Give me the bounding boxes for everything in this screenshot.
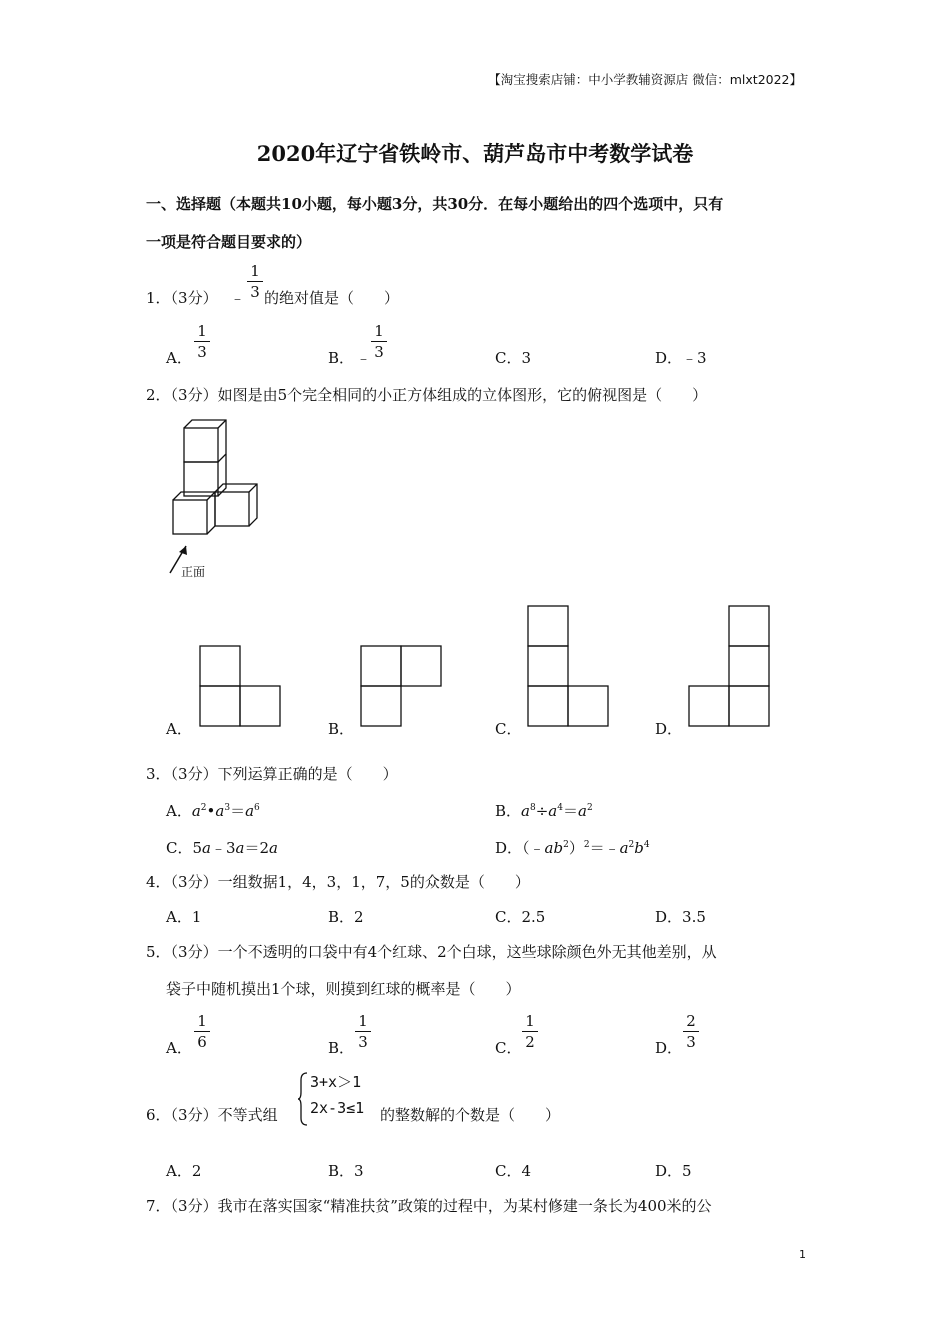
denominator: 3 <box>197 343 207 361</box>
section-heading-line2: 一项是符合题目要求的） <box>146 233 312 251</box>
q3-option-b: B．$a^8\div a^4=a^2$ <box>495 802 593 820</box>
q6-option-a: A．2 <box>166 1162 202 1180</box>
q3-text: 3．（3分）下列运算正确的是（ ） <box>146 765 398 783</box>
numerator: 2 <box>686 1012 696 1030</box>
q4-option-d: D．3.5 <box>655 908 706 926</box>
q2-option-c-letter: C． <box>495 720 522 738</box>
q4-option-a: A．1 <box>166 908 202 926</box>
q1-option-a-letter: A． <box>166 349 192 367</box>
q2-option-b-letter: B． <box>328 720 355 738</box>
q3-option-a: A．$a^2•a^3=a^6$ <box>166 802 260 820</box>
page-title: 2020年辽宁省铁岭市、葫芦岛市中考数学试卷 <box>256 141 694 166</box>
q2-option-a-figure <box>198 644 282 728</box>
numerator: 1 <box>525 1012 535 1030</box>
q5-option-c-fraction <box>522 1012 538 1051</box>
q5-option-c-letter: C． <box>495 1039 522 1057</box>
numerator: 1 <box>358 1012 368 1030</box>
denominator: 3 <box>358 1033 368 1051</box>
q5-option-a-fraction <box>194 1012 210 1051</box>
option-letter: B． <box>495 802 522 820</box>
fraction-bar <box>247 281 263 282</box>
q5-text-line1: 5．（3分）一个不透明的口袋中有4个红球、2个白球，这些球除颜色外无其他差别，从 <box>146 943 717 961</box>
q2-option-d-letter: D． <box>655 720 683 738</box>
system-brace-icon <box>298 1072 308 1126</box>
q1-text: 的绝对值是（ ） <box>264 289 400 307</box>
q1-option-b-minus: ﹣ <box>356 349 372 367</box>
q5-option-b-letter: B． <box>328 1039 355 1057</box>
q3-option-c: C．5a﹣3a＝2a <box>166 839 278 857</box>
q4-option-b: B．2 <box>328 908 364 926</box>
option-letter: C． <box>166 839 193 857</box>
q1-number: 1．（3分） <box>146 289 218 307</box>
numerator: 1 <box>197 1012 207 1030</box>
denominator: 6 <box>197 1033 207 1051</box>
cube-stack-figure <box>160 418 270 588</box>
q5-option-b-fraction <box>355 1012 371 1051</box>
numerator: 1 <box>374 322 384 340</box>
q1-fraction-denominator: 3 <box>250 283 260 301</box>
section-heading-line1: 一、选择题（本题共10小题，每小题3分，共30分．在每小题给出的四个选项中，只有 <box>146 195 724 213</box>
q1-option-b-letter: B． <box>328 349 355 367</box>
q6-number: 6．（3分）不等式组 <box>146 1106 278 1124</box>
q1-option-d: D．﹣3 <box>655 349 707 367</box>
q1-option-c: C．3 <box>495 349 532 367</box>
q1-option-a-fraction <box>194 322 210 361</box>
denominator: 3 <box>374 343 384 361</box>
q6-text: 的整数解的个数是（ ） <box>380 1106 561 1124</box>
q1-minus-sign: ﹣ <box>230 289 246 307</box>
q1-fraction <box>247 262 263 301</box>
q4-option-c: C．2.5 <box>495 908 546 926</box>
q2-option-d-figure <box>687 604 771 728</box>
numerator: 1 <box>197 322 207 340</box>
front-label: 正面 <box>181 565 206 579</box>
q2-option-c-figure <box>526 604 610 728</box>
fraction-bar <box>355 1031 371 1032</box>
fraction-bar <box>371 341 387 342</box>
q6-inequality-1: 3+x＞1 <box>310 1073 362 1091</box>
page-number: 1 <box>799 1248 806 1261</box>
page-header: 【淘宝搜索店铺：中小学教辅资源店 微信：mlxt2022】 <box>488 72 802 87</box>
q6-inequality-2: 2x-3≤1 <box>310 1099 365 1117</box>
fraction-bar <box>194 341 210 342</box>
q2-option-b-figure <box>359 644 443 728</box>
fraction-bar <box>194 1031 210 1032</box>
q5-text-line2: 袋子中随机摸出1个球，则摸到红球的概率是（ ） <box>166 980 521 998</box>
q6-option-c: C．4 <box>495 1162 532 1180</box>
q5-option-d-letter: D． <box>655 1039 683 1057</box>
denominator: 3 <box>686 1033 696 1051</box>
q7-text: 7．（3分）我市在落实国家“精准扶贫”政策的过程中，为某村修建一条长为400米的公 <box>146 1197 712 1215</box>
fraction-bar <box>522 1031 538 1032</box>
q6-option-d: D．5 <box>655 1162 692 1180</box>
q1-fraction-numerator: 1 <box>250 262 260 280</box>
q6-option-b: B．3 <box>328 1162 364 1180</box>
arrow-head-icon <box>179 546 187 555</box>
denominator: 2 <box>525 1033 535 1051</box>
q5-option-a-letter: A． <box>166 1039 192 1057</box>
q3-option-d: D．$(﹣ab^2)^2=﹣a^2b^4$ <box>495 839 650 857</box>
fraction-bar <box>683 1031 699 1032</box>
q1-option-b-fraction <box>371 322 387 361</box>
q2-option-a-letter: A． <box>166 720 192 738</box>
option-letter: A． <box>166 802 192 820</box>
option-letter: D． <box>495 839 523 857</box>
q5-option-d-fraction <box>683 1012 699 1051</box>
q4-text: 4．（3分）一组数据1，4，3，1，7，5的众数是（ ） <box>146 873 530 891</box>
q2-text: 2．（3分）如图是由5个完全相同的小正方体组成的立体图形，它的俯视图是（ ） <box>146 386 708 404</box>
